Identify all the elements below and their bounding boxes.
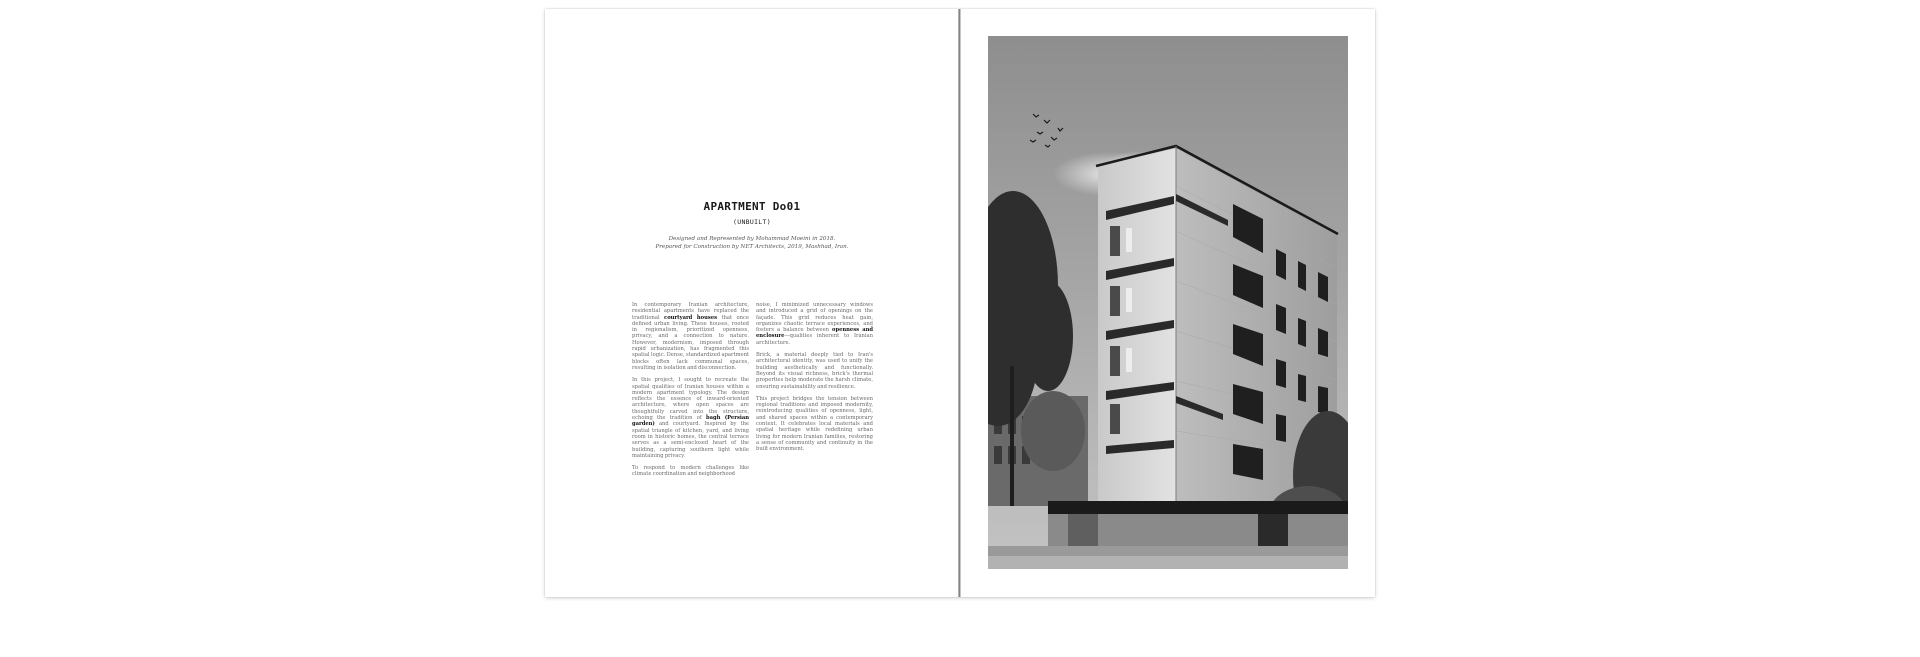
right-page	[961, 9, 1375, 597]
paragraph: noise, I minimized unnecessary windows and introduced a grid of openings on the façade. This grid reduces heat gain, organizes chaotic terrace experiences, and fosters a balance between openness and enclosure—qualities inherent to Iranian architecture.	[756, 302, 873, 346]
paragraph: To respond to modern challenges like climate coordination and neighborhood	[632, 465, 749, 478]
paragraph: In this project, I sought to recreate the spatial qualities of Iranian houses within a modern apartment typology. The design reflects the essence of inward-oriented architecture, where open spaces are thoughtfully carved into the structure, echoing the tradition of bagh (Persian garden) and courtyard. Inspired by the spatial triangle of kitchen, yard, and living room in historic homes, the central terrace serves as a semi-enclosed heart of the building, capturing southern light while maintaining privacy.	[632, 377, 749, 459]
paragraph: This project bridges the tension between regional traditions and imposed modernity, reintroducing qualities of openness, light, and shared spaces within a contemporary context. It celebrates local materials and spatial heritage while redefining urban living for modern Iranian families, restoring a sense of community and continuity in the built environment.	[756, 395, 873, 453]
credit-line: Prepared for Construction by NET Architects, 2019, Mashhad, Iran.	[655, 243, 849, 250]
left-page	[545, 9, 959, 597]
text-column-left	[632, 302, 749, 484]
project-credits	[545, 236, 959, 251]
building-render-image	[988, 36, 1348, 569]
project-title: APARTMENT Do01	[703, 200, 801, 213]
text-column-right	[756, 302, 873, 459]
paragraph: In contemporary Iranian architecture, residential apartments have replaced the traditional courtyard houses that once defined urban living. These houses, rooted in regionalism, prioritized openness, privacy, and a connection to nature. However, modernism, imposed through rapid urbanization, has fragmented this spatial logic. Dense, standardized apartment blocks often lack communal spaces, resulting in isolation and disconnection.	[632, 302, 749, 371]
paragraph: Brick, a material deeply tied to Iran's architectural identity, was used to unify the building aesthetically and functionally. Beyond its visual richness, brick's thermal properties help moderate the harsh climate, ensuring sustainability and resilience.	[756, 352, 873, 390]
credit-line: Designed and Represented by Mohammad Moeini in 2018.	[668, 236, 836, 242]
book-spread	[545, 9, 1375, 597]
project-status: (UNBUILT)	[733, 218, 771, 226]
